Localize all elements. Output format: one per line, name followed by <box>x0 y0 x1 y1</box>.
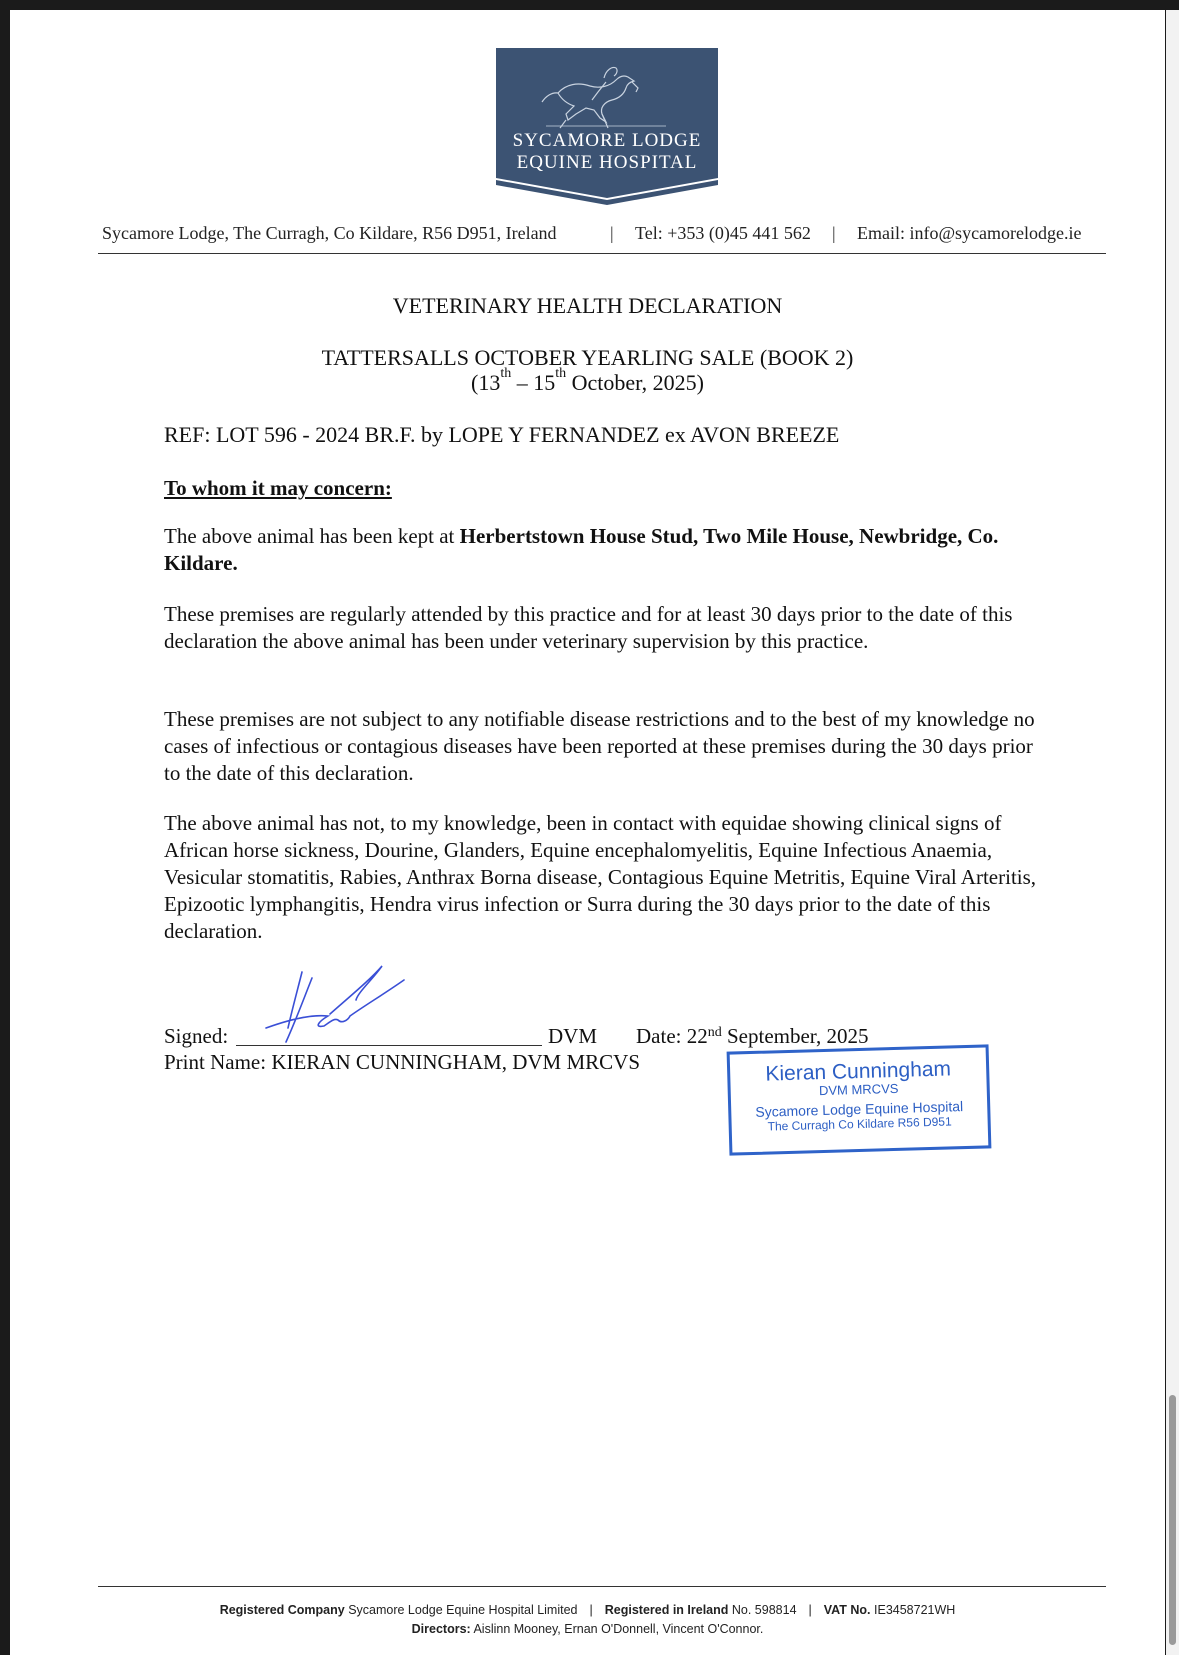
footer-separator: | <box>808 1603 812 1617</box>
lot-reference: REF: LOT 596 - 2024 BR.F. by LOPE Y FERNANDEZ ex AVON BREEZE <box>164 422 840 447</box>
logo-line-1: SYCAMORE LODGE <box>512 130 702 151</box>
sale-dates <box>10 366 1165 396</box>
footer-ireland-value: No. 598814 <box>728 1603 797 1617</box>
sale-date-open: (13 <box>471 370 501 395</box>
paragraph-location <box>164 523 1044 577</box>
scrollbar-thumb[interactable] <box>1169 1395 1176 1645</box>
footer-reg-label: Registered Company <box>219 1603 345 1617</box>
paragraph-location-intro: The above animal has been kept at <box>164 524 460 548</box>
logo-line-2: EQUINE HOSPITAL <box>516 152 698 173</box>
letterhead-email: Email: info@sycamorelodge.ie <box>857 223 1082 243</box>
paragraph-disease-restrictions: These premises are not subject to any notifiable disease restrictions and to the best of my knowledge no cases of infectious or contagious diseases have been reported at these premises during the 30 days prior to the date of this declaration. <box>164 707 1035 785</box>
hospital-logo <box>496 48 718 206</box>
logo-background <box>496 48 718 206</box>
letterhead-tel: Tel: +353 (0)45 441 562 <box>635 223 811 243</box>
footer-separator: | <box>589 1603 593 1617</box>
dvm-label: DVM <box>548 1024 598 1048</box>
document-title: VETERINARY HEALTH DECLARATION <box>392 293 783 318</box>
sale-date-dash: – 15 <box>511 370 556 395</box>
practitioner-stamp <box>727 1044 992 1155</box>
print-name: Print Name: KIERAN CUNNINGHAM, DVM MRCVS <box>164 1050 641 1074</box>
greeting: To whom it may concern: <box>164 476 392 500</box>
paragraph-contact-declaration: The above animal has not, to my knowledge, been in contact with equidae showing clinical signs of African horse sickness, Dourine, Glanders, Equine encephalomyelitis, Equine Infectious Anaemia, Vesicular stomatitis, Rabies, Anthrax Borna disease, Contagious Equine Metritis, Equine Viral Arteritis, Epizootic lymphangitis, Hendra virus infection or Surra during the 30 days prior to the date of this declaration. <box>164 811 1037 943</box>
date-rest: September, 2025 <box>721 1024 869 1048</box>
letterhead-separator: | <box>610 223 614 243</box>
date-suffix: nd <box>707 1025 722 1040</box>
sale-name: TATTERSALLS OCTOBER YEARLING SALE (BOOK 2) <box>321 345 854 370</box>
stamp-address: The Curragh Co Kildare R56 D951 <box>767 1114 952 1134</box>
letterhead-address: Sycamore Lodge, The Curragh, Co Kildare, R56 D951, Ireland <box>102 223 557 243</box>
signed-label: Signed: <box>164 1024 229 1048</box>
signature-date <box>636 1023 868 1050</box>
footer-divider <box>98 1586 1106 1587</box>
sale-date-close: October, 2025) <box>566 370 704 395</box>
stamp-hospital: Sycamore Lodge Equine Hospital <box>755 1098 964 1120</box>
sale-date-suffix: th <box>555 366 567 381</box>
vertical-scrollbar[interactable] <box>1166 10 1179 1655</box>
document-page <box>10 10 1165 1655</box>
paragraph-supervision: These premises are regularly attended by this practice and for at least 30 days prior to the date of this declaration the above animal has been under veterinary supervision by this practice. <box>164 602 1013 653</box>
premises-name: Herbertstown House Stud, Two Mile House, Newbridge, Co. Kildare. <box>164 524 999 575</box>
footer-registration <box>10 1603 1165 1617</box>
sale-date-suffix: th <box>500 366 512 381</box>
handwritten-signature <box>258 958 408 1058</box>
footer-directors-value: Aislinn Mooney, Ernan O'Donnell, Vincent O'Connor. <box>470 1622 764 1636</box>
stamp-name: Kieran Cunningham <box>765 1057 952 1086</box>
letterhead-separator: | <box>832 223 836 243</box>
footer-directors <box>10 1622 1165 1636</box>
header-divider <box>98 253 1106 254</box>
footer-directors-label: Directors: <box>411 1622 471 1636</box>
footer-vat-value: IE3458721WH <box>870 1603 956 1617</box>
date-label: Date: 22 <box>636 1024 708 1048</box>
footer-reg-value: Sycamore Lodge Equine Hospital Limited <box>344 1603 578 1617</box>
stamp-qualifications: DVM MRCVS <box>818 1080 899 1099</box>
footer-ireland-label: Registered in Ireland <box>604 1603 729 1617</box>
footer-vat-label: VAT No. <box>823 1603 871 1617</box>
letterhead-contact <box>102 223 1102 253</box>
